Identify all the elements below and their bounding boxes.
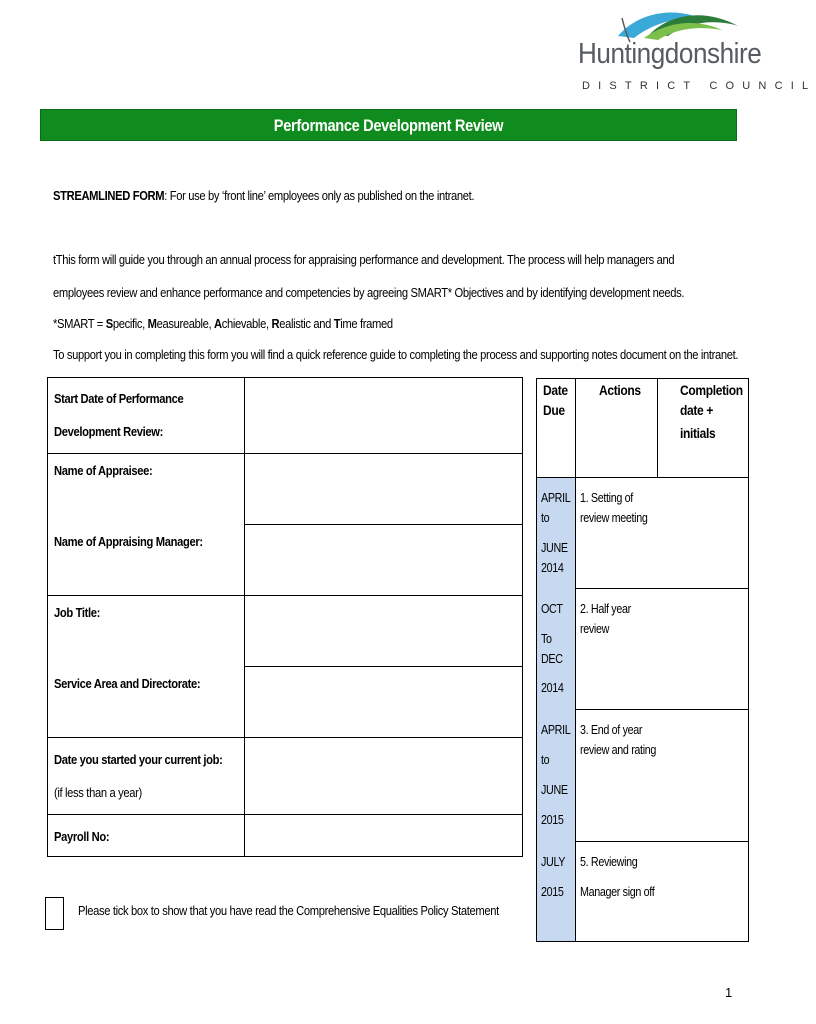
policy-checkbox-label: Please tick box to show that you have read the Comprehensive Equalities Policy Statement	[78, 903, 499, 918]
payroll-label: Payroll No:	[54, 829, 110, 844]
completion-header-line3: initials	[680, 425, 716, 441]
schedule-row-1-action-2: review meeting	[580, 511, 648, 525]
schedule-row-1-date-2: to	[541, 511, 550, 525]
date-due-header-line2: Due	[543, 402, 565, 418]
date-started-field[interactable]	[245, 738, 522, 814]
schedule-row-2-date-2: To	[541, 632, 552, 646]
title-bar	[40, 109, 737, 141]
schedule-row-2-date-4: 2014	[541, 681, 564, 695]
schedule-row-3-date-2: to	[541, 753, 550, 767]
schedule-row-3-date-4: 2015	[541, 813, 564, 827]
actions-header: Actions	[599, 382, 641, 398]
schedule-row-1-date-4: 2014	[541, 561, 564, 575]
job-title-field[interactable]	[245, 596, 522, 666]
schedule-row-2-date-3: DEC	[541, 652, 563, 666]
schedule-row-4-date-1: JULY	[541, 855, 566, 869]
intro-line-1: tThis form will guide you through an annual process for appraising performance and development. The process will help managers and	[53, 252, 675, 267]
schedule-row-1-date-3: JUNE	[541, 541, 568, 555]
appraisee-field[interactable]	[245, 454, 522, 524]
payroll-field[interactable]	[245, 815, 522, 856]
schedule-row-1-completion[interactable]	[658, 478, 748, 588]
manager-label: Name of Appraising Manager:	[54, 534, 203, 549]
date-due-header-line1: Date	[543, 382, 568, 398]
schedule-row-4-action-1: 5. Reviewing	[580, 855, 638, 869]
intro-line-4: To support you in completing this form you will find a quick reference guide to completing the process and supporting notes document on the intranet.	[53, 347, 739, 362]
schedule-row-3-action-2: review and rating	[580, 743, 657, 757]
council-logo-subtitle: DISTRICT COUNCIL	[582, 80, 816, 92]
council-logo-name: Huntingdonshire	[578, 38, 762, 70]
completion-header-line1: Completion	[680, 382, 743, 398]
completion-header-line2: date +	[680, 402, 714, 418]
streamlined-form-label: STREAMLINED FORM	[53, 188, 165, 203]
job-title-label: Job Title:	[54, 605, 101, 620]
page-number: 1	[725, 985, 733, 1000]
schedule-row-4-completion[interactable]	[658, 842, 748, 941]
streamlined-form-note	[53, 188, 474, 203]
smart-definition: *SMART = Specific, Measureable, Achievable, Realistic and Time framed	[53, 316, 393, 331]
policy-checkbox[interactable]	[45, 897, 64, 930]
date-started-label: Date you started your current job:	[54, 752, 223, 767]
schedule-row-2-action-2: review	[580, 622, 610, 636]
appraisee-label: Name of Appraisee:	[54, 463, 153, 478]
schedule-row-4-date-2: 2015	[541, 885, 564, 899]
schedule-row-3-action-1: 3. End of year	[580, 723, 643, 737]
start-date-label-line1: Start Date of Performance	[54, 391, 184, 406]
schedule-row-3-date-1: APRIL	[541, 723, 571, 737]
manager-field[interactable]	[245, 525, 522, 595]
schedule-row-4-action-2: Manager sign off	[580, 885, 655, 899]
page-title: Performance Development Review	[273, 116, 504, 135]
schedule-row-2-date-1: OCT	[541, 602, 563, 616]
schedule-row-2-completion[interactable]	[658, 589, 748, 709]
streamlined-form-text: : For use by ‘front line’ employees only as published on the intranet.	[164, 188, 475, 203]
schedule-row-3-completion[interactable]	[658, 710, 748, 841]
start-date-field[interactable]	[245, 378, 522, 453]
schedule-row-2-action-1: 2. Half year	[580, 602, 631, 616]
service-area-field[interactable]	[245, 667, 522, 737]
intro-line-2: employees review and enhance performance and competencies by agreeing SMART* Objectives and by identifying development needs.	[53, 285, 685, 300]
service-area-label: Service Area and Directorate:	[54, 676, 201, 691]
schedule-row-3-date-3: JUNE	[541, 783, 568, 797]
date-started-note: (if less than a year)	[54, 785, 142, 800]
schedule-row-1-date-1: APRIL	[541, 491, 571, 505]
schedule-row-1-action-1: 1. Setting of	[580, 491, 633, 505]
start-date-label-line2: Development Review:	[54, 424, 164, 439]
